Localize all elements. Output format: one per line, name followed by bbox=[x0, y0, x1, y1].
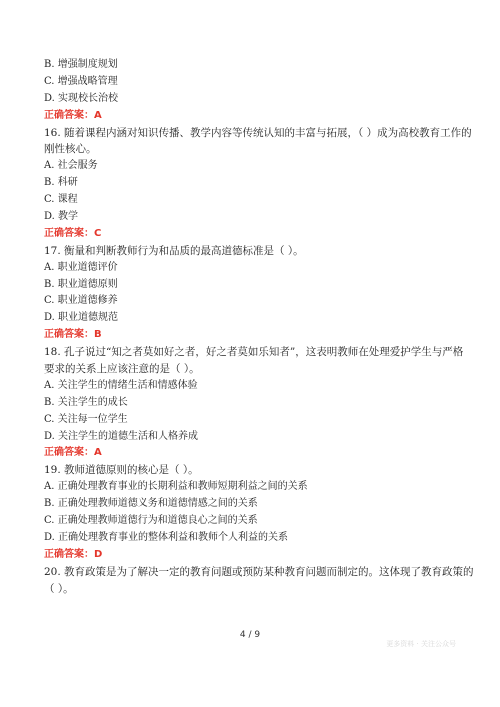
option-line: D. 职业道德规范 bbox=[44, 312, 119, 324]
question-text: 18. 孔子说过“知之者莫如好之者，好之者莫如乐知者”，这表明教师在处理爱护学生与严格 bbox=[44, 346, 464, 359]
option-line: B. 科研 bbox=[44, 177, 78, 189]
question-text: 要求的关系上应该注意的是（ ）。 bbox=[44, 363, 200, 376]
option-line: D. 正确处理教育事业的整体利益和教师个人利益的关系 bbox=[44, 531, 289, 543]
answer-line: 正确答案：A bbox=[44, 447, 102, 459]
answer-line: 正确答案：C bbox=[44, 227, 102, 239]
watermark: 更多资料 · 关注公众号 bbox=[386, 640, 456, 648]
option-line: C. 职业道德修养 bbox=[44, 295, 118, 307]
answer-line: 正确答案：A bbox=[44, 109, 102, 121]
question-text: （ ）。 bbox=[44, 582, 74, 595]
question-text: 20. 教育政策是为了解决一定的教育问题或预防某种教育问题而制定的。这体现了教育政策的 bbox=[44, 565, 474, 578]
option-line: C. 关注每一位学生 bbox=[44, 413, 128, 425]
option-line: D. 实现校长治校 bbox=[44, 92, 119, 104]
option-line: C. 增强战略管理 bbox=[44, 75, 118, 87]
option-line: D. 关注学生的道德生活和人格养成 bbox=[44, 430, 199, 442]
option-line: A. 社会服务 bbox=[44, 160, 98, 172]
option-line: B. 关注学生的成长 bbox=[44, 396, 128, 408]
question-text: 刚性核心。 bbox=[44, 143, 97, 156]
question-text: 19. 教师道德原则的核心是（ ）。 bbox=[44, 464, 199, 477]
option-line: D. 教学 bbox=[44, 211, 79, 223]
answer-line: 正确答案：B bbox=[44, 329, 102, 341]
question-text: 16. 随着课程内涵对知识传播、教学内容等传统认知的丰富与拓展，（ ）成为高校教育工作的 bbox=[44, 126, 472, 139]
question-text: 17. 衡量和判断教师行为和品质的最高道德标准是（ ）。 bbox=[44, 244, 304, 257]
page-number: 4 / 9 bbox=[239, 630, 261, 640]
option-line: C. 正确处理教师道德行为和道德良心之间的关系 bbox=[44, 515, 258, 527]
option-line: B. 职业道德原则 bbox=[44, 278, 118, 290]
answer-line: 正确答案：D bbox=[44, 548, 103, 560]
option-line: A. 关注学生的情绪生活和情感体验 bbox=[44, 379, 198, 391]
option-line: B. 增强制度规划 bbox=[44, 59, 118, 70]
option-line: A. 职业道德评价 bbox=[44, 261, 118, 273]
document-body bbox=[44, 58, 474, 599]
option-line: A. 正确处理教育事业的长期利益和教师短期利益之间的关系 bbox=[44, 481, 308, 493]
option-line: C. 课程 bbox=[44, 194, 78, 206]
option-line: B. 正确处理教师道德义务和道德情感之间的关系 bbox=[44, 498, 258, 510]
